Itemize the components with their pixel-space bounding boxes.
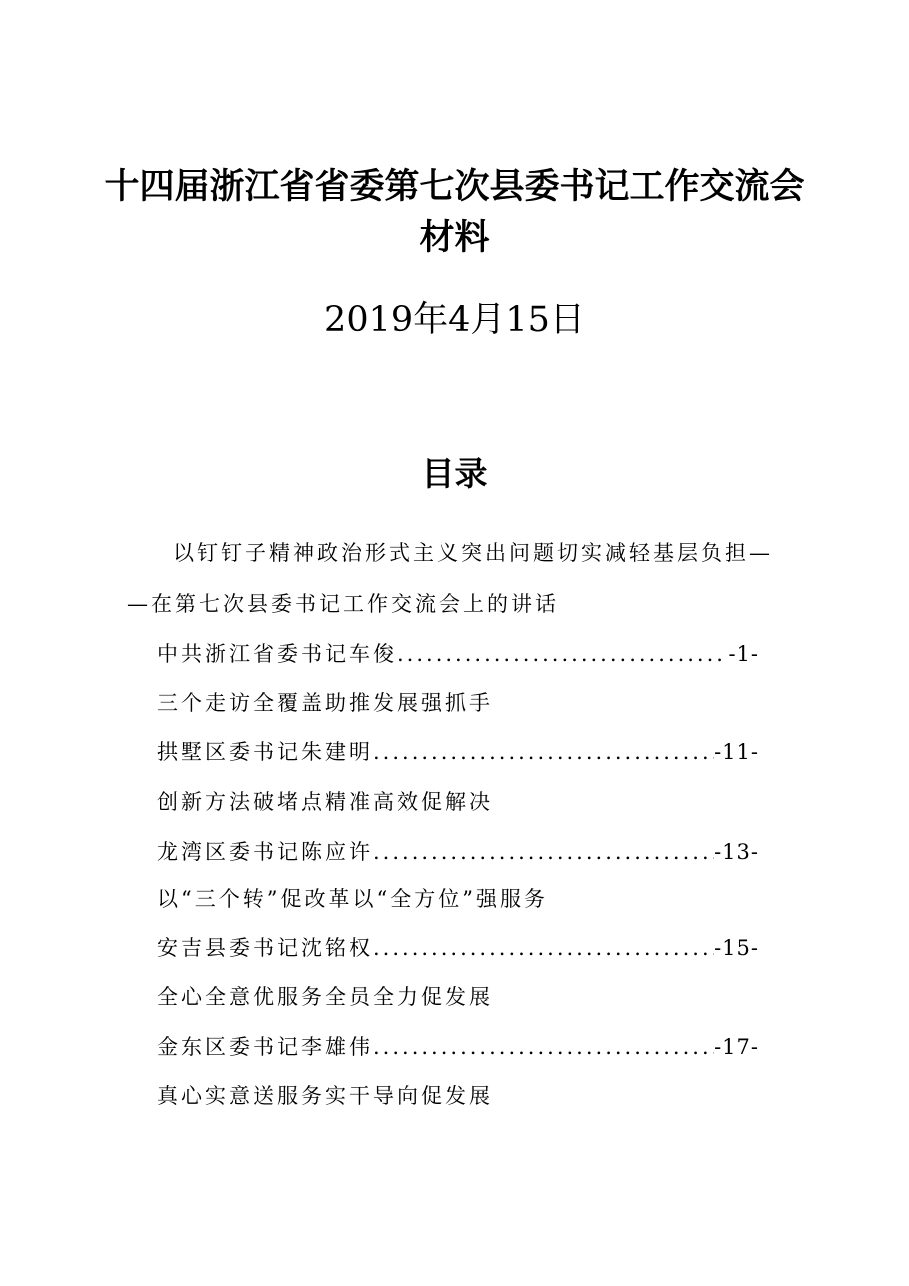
toc-item-title[interactable]: 真心实意送服务实干导向促发展: [157, 1084, 493, 1108]
toc-item-title-line-1: 以钉钉子精神政治形式主义突出问题切实减轻基层负担—: [173, 541, 773, 565]
document-date: 2019年4月15日: [324, 300, 585, 340]
toc-entry[interactable]: [157, 1032, 759, 1062]
toc-leader-dots: [373, 837, 714, 867]
toc-leader-dots: [373, 737, 714, 767]
toc-entry-author: 安吉县委书记沈铭权: [157, 936, 373, 960]
toc-entry-page: -1-: [728, 642, 759, 666]
toc-leader-dots: [397, 639, 728, 669]
toc-entry-author: 拱墅区委书记朱建明: [157, 740, 373, 764]
toc-item-title[interactable]: 全心全意优服务全员全力促发展: [157, 985, 493, 1009]
toc-entry-page: -17-: [714, 1035, 759, 1059]
toc-entry[interactable]: [157, 737, 759, 767]
toc-entry-author: 金东区委书记李雄伟: [157, 1035, 373, 1059]
toc-entry-author: 中共浙江省委书记车俊: [157, 642, 397, 666]
toc-entry[interactable]: [157, 837, 759, 867]
toc-entry-page: -11-: [714, 740, 759, 764]
toc-entry-author: 龙湾区委书记陈应许: [157, 840, 373, 864]
toc-leader-dots: [373, 933, 714, 963]
toc-entry-page: -15-: [714, 936, 759, 960]
toc-entry-page: -13-: [714, 840, 759, 864]
toc-entry[interactable]: [157, 639, 759, 669]
toc-item-title[interactable]: 以“三个转”促改革以“全方位”强服务: [157, 887, 548, 911]
toc-item-title-line-2: —在第七次县委书记工作交流会上的讲话: [127, 592, 559, 616]
toc-entry[interactable]: [157, 933, 759, 963]
document-title-line-1: 十四届浙江省省委第七次县委书记工作交流会: [104, 167, 805, 207]
toc-heading: 目录: [421, 454, 488, 493]
toc-leader-dots: [373, 1032, 714, 1062]
document-title-line-2: 材料: [419, 218, 490, 258]
toc-item-title[interactable]: 创新方法破堵点精准高效促解决: [157, 790, 493, 814]
toc-item-title[interactable]: 三个走访全覆盖助推发展强抓手: [157, 691, 493, 715]
